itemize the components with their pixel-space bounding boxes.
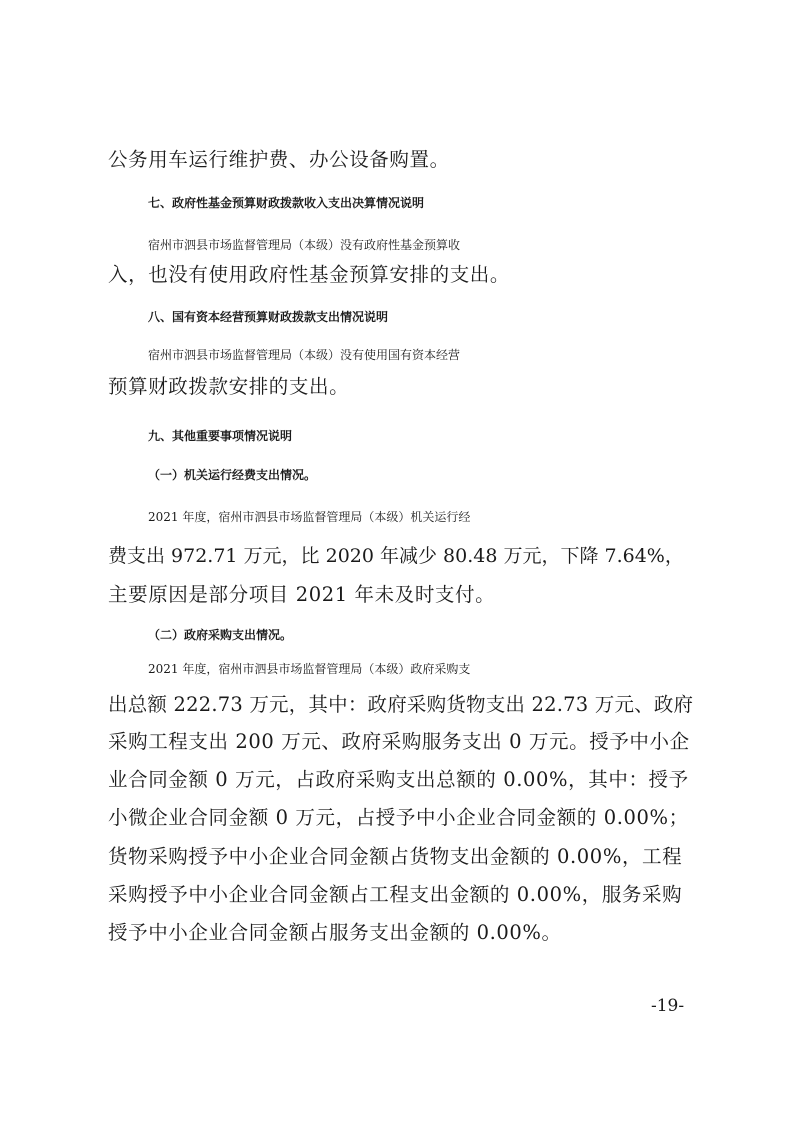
paragraph-line: 小微企业合同金额 0 万元，占授予中小企业合同金额的 0.00%； — [108, 806, 689, 829]
subsection-heading-2: （二）政府采购支出情况。 — [148, 628, 293, 642]
section-heading-9: 九、其他重要事项情况说明 — [148, 429, 293, 443]
section-heading-7: 七、政府性基金预算财政拨款收入支出决算情况说明 — [148, 196, 425, 210]
paragraph-line: 宿州市泗县市场监督管理局（本级）没有政府性基金预算收 — [148, 238, 461, 252]
paragraph-line: 货物采购授予中小企业合同金额占货物支出金额的 0.00%，工程 — [108, 845, 683, 868]
paragraph-line: 出总额 222.73 万元，其中：政府采购货物支出 22.73 万元、政府 — [108, 693, 694, 716]
paragraph-line: 宿州市泗县市场监督管理局（本级）没有使用国有资本经营 — [148, 348, 461, 362]
paragraph-line: 预算财政拨款安排的支出。 — [108, 375, 350, 398]
section-heading-8: 八、国有资本经营预算财政拨款支出情况说明 — [148, 310, 389, 324]
page-number: -19- — [651, 996, 685, 1016]
paragraph-line: 入，也没有使用政府性基金预算安排的支出。 — [108, 263, 511, 286]
paragraph-line: 费支出 972.71 万元，比 2020 年减少 80.48 万元，下降 7.64%， — [108, 545, 684, 567]
paragraph-line: 授予中小企业合同金额占服务支出金额的 0.00%。 — [108, 921, 562, 944]
paragraph-line: 主要原因是部分项目 2021 年未及时支付。 — [108, 583, 496, 606]
paragraph-line: 2021 年度，宿州市泗县市场监督管理局（本级）机关运行经 — [148, 510, 471, 524]
paragraph-line: 业合同金额 0 万元，占政府采购支出总额的 0.00%，其中：授予 — [108, 768, 689, 791]
paragraph-line: 采购授予中小企业合同金额占工程支出金额的 0.00%，服务采购 — [108, 883, 683, 906]
subsection-heading-1: （一）机关运行经费支出情况。 — [148, 468, 317, 482]
paragraph-line: 2021 年度，宿州市泗县市场监督管理局（本级）政府采购支 — [148, 662, 471, 676]
paragraph-line: 采购工程支出 200 万元、政府采购服务支出 0 万元。授予中小企 — [108, 730, 690, 753]
paragraph-line: 公务用车运行维护费、办公设备购置。 — [108, 148, 450, 171]
